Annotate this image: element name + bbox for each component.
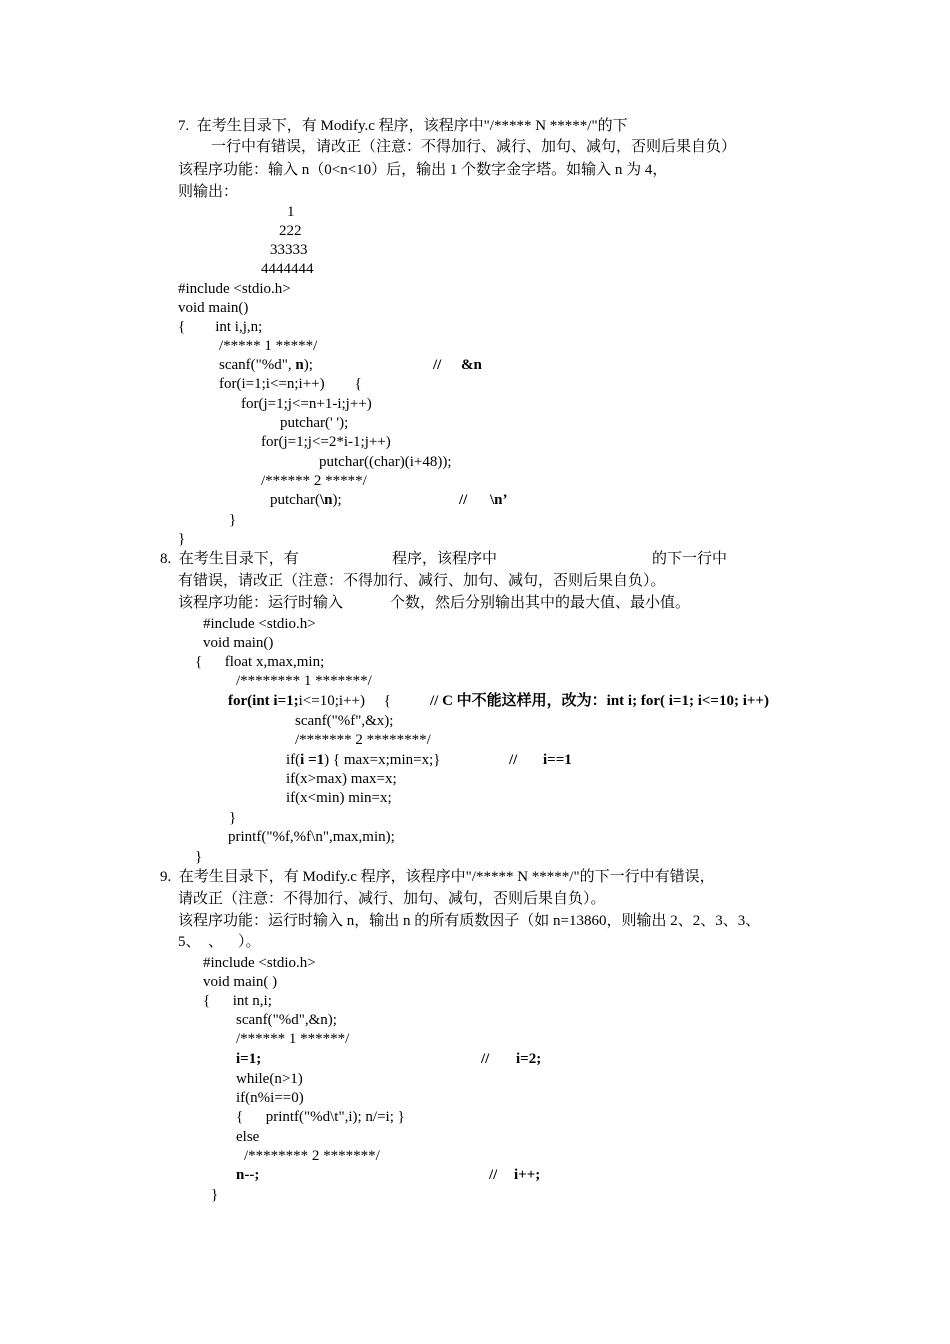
- q9-code-marker-2: /******** 2 *******/: [244, 1148, 380, 1164]
- q9-code-include: #include <stdio.h>: [203, 955, 316, 971]
- q8-code-declaration: { float x,max,min;: [195, 654, 325, 670]
- q9-function-line: 该程序功能：运行时输入 n，输出 n 的所有质数因子（如 n=13860，则输出 2、2、3、3、: [178, 913, 761, 929]
- q9-code-declaration: { int n,i;: [203, 993, 272, 1009]
- q8-code-printf: printf("%f,%f\n",max,min);: [228, 829, 395, 845]
- q8-code-if-first: [286, 751, 440, 770]
- q8-instruction-line: 有错误，请改正（注意：不得加行、减行、加句、减句，否则后果自负）。: [178, 573, 666, 589]
- q8-fix-1: // C 中不能这样用，改为：int i; for( i=1; i<=10; i++): [430, 693, 769, 709]
- q7-scanf-end: );: [303, 357, 313, 373]
- q9-fix-1-slashes: //: [481, 1051, 490, 1067]
- q7-code-scanf: [219, 356, 313, 375]
- q7-code-outer-close: }: [178, 531, 186, 547]
- q9-code-else: else: [236, 1129, 260, 1145]
- q8-code-include: #include <stdio.h>: [203, 616, 316, 632]
- q9-code-i-assign: i=1;: [236, 1051, 262, 1067]
- q9-code-printf: { printf("%d\t",i); n/=i; }: [236, 1109, 405, 1125]
- q7-code-include: #include <stdio.h>: [178, 281, 291, 297]
- q9-fix-2: i++;: [514, 1167, 541, 1183]
- q8-code-if-min: if(x<min) min=x;: [286, 790, 392, 806]
- q7-code-marker-2: /****** 2 *****/: [261, 473, 367, 489]
- q7-code-declaration: { int i,j,n;: [178, 319, 263, 335]
- q7-putchar-error: \n: [319, 492, 333, 508]
- q8-fix-2: i==1: [543, 752, 572, 768]
- q7-code-marker-1: /***** 1 *****/: [219, 338, 318, 354]
- q9-fix-1: i=2;: [516, 1051, 542, 1067]
- q9-code-while: while(n>1): [236, 1071, 303, 1087]
- q8-for-rest: i<=10;i++) {: [298, 693, 391, 709]
- q7-putchar-end: );: [332, 492, 342, 508]
- q8-code-inner-close: }: [229, 810, 237, 826]
- q7-code-putchar-newline: [270, 491, 342, 510]
- pyramid-row-1: 1: [287, 204, 295, 220]
- q8-function-part-2: 个数，然后分别输出其中的最大值、最小值。: [390, 595, 691, 611]
- q7-code-putchar-space: putchar(' ');: [280, 415, 349, 431]
- q8-code-if-max: if(x>max) max=x;: [286, 771, 397, 787]
- q9-title-line: 9. 在考生目录下，有 Modify.c 程序，该程序中"/***** N *****/"的下一行中有错误，: [160, 869, 715, 885]
- q7-fix-1-slashes: //: [433, 357, 442, 373]
- q7-scanf-text: scanf("%d",: [219, 357, 296, 373]
- q7-code-for-j1: for(j=1;j<=n+1-i;j++): [241, 396, 372, 412]
- q7-scanf-error: n: [295, 357, 304, 373]
- q9-instruction-line: 请改正（注意：不得加行、减行、加句、减句，否则后果自负）。: [178, 891, 606, 907]
- q8-title-part-3: 的下一行中: [652, 551, 728, 567]
- q8-fix-2-slashes: //: [509, 752, 518, 768]
- q8-code-for: [228, 692, 391, 711]
- q8-code-main: void main(): [203, 635, 274, 651]
- q7-putchar-text: putchar(: [270, 492, 320, 508]
- q8-title-part-1: 8. 在考生目录下，有: [160, 551, 299, 567]
- q9-code-scanf: scanf("%d",&n);: [236, 1012, 337, 1028]
- q9-code-if: if(n%i==0): [236, 1090, 304, 1106]
- q9-code-marker-1: /****** 1 ******/: [236, 1031, 350, 1047]
- q8-code-marker-2: /******* 2 ********/: [295, 732, 431, 748]
- q8-if-error: i =1: [300, 752, 325, 768]
- q7-function-line: 该程序功能：输入 n（0<n<10）后，输出 1 个数字金字塔。如输入 n 为 4，: [178, 162, 668, 178]
- pyramid-row-2: 222: [279, 223, 302, 239]
- q8-code-marker-1: /******** 1 *******/: [236, 673, 372, 689]
- q8-code-outer-close: }: [195, 849, 203, 865]
- q8-title-part-2: 程序，该程序中: [392, 551, 498, 567]
- q8-code-scanf: scanf("%f",&x);: [295, 713, 394, 729]
- q9-fix-2-slashes: //: [489, 1167, 498, 1183]
- q7-code-main: void main(): [178, 300, 249, 316]
- q8-for-error: for(int i=1;: [228, 693, 299, 709]
- q7-output-label: 则输出：: [178, 184, 239, 200]
- q9-code-n-decrement: n--;: [236, 1167, 260, 1183]
- q7-code-for-i: for(i=1;i<=n;i++) {: [219, 376, 362, 392]
- q9-function-line-2: 5、 、 ）。: [178, 934, 261, 950]
- q8-function-part-1: 该程序功能：运行时输入: [178, 595, 344, 611]
- pyramid-row-3: 33333: [270, 242, 308, 258]
- q8-if-rest: ) { max=x;min=x;}: [324, 752, 441, 768]
- q7-title-line: 7. 在考生目录下，有 Modify.c 程序，该程序中"/***** N *****/"的下: [178, 118, 628, 134]
- q7-fix-1: &n: [461, 357, 482, 373]
- q9-code-close: }: [211, 1187, 219, 1203]
- q7-fix-2: \n’: [490, 492, 508, 508]
- q7-fix-2-slashes: //: [459, 492, 468, 508]
- q7-code-inner-close: }: [229, 512, 237, 528]
- q7-instruction-line: 一行中有错误，请改正（注意：不得加行、减行、加句、减句，否则后果自负）: [211, 139, 737, 155]
- q8-if-open: if(: [286, 752, 301, 768]
- q7-code-putchar-digit: putchar((char)(i+48));: [319, 454, 452, 470]
- q7-code-for-j2: for(j=1;j<=2*i-1;j++): [261, 434, 391, 450]
- pyramid-row-4: 4444444: [261, 261, 314, 277]
- q9-code-main: void main( ): [203, 974, 278, 990]
